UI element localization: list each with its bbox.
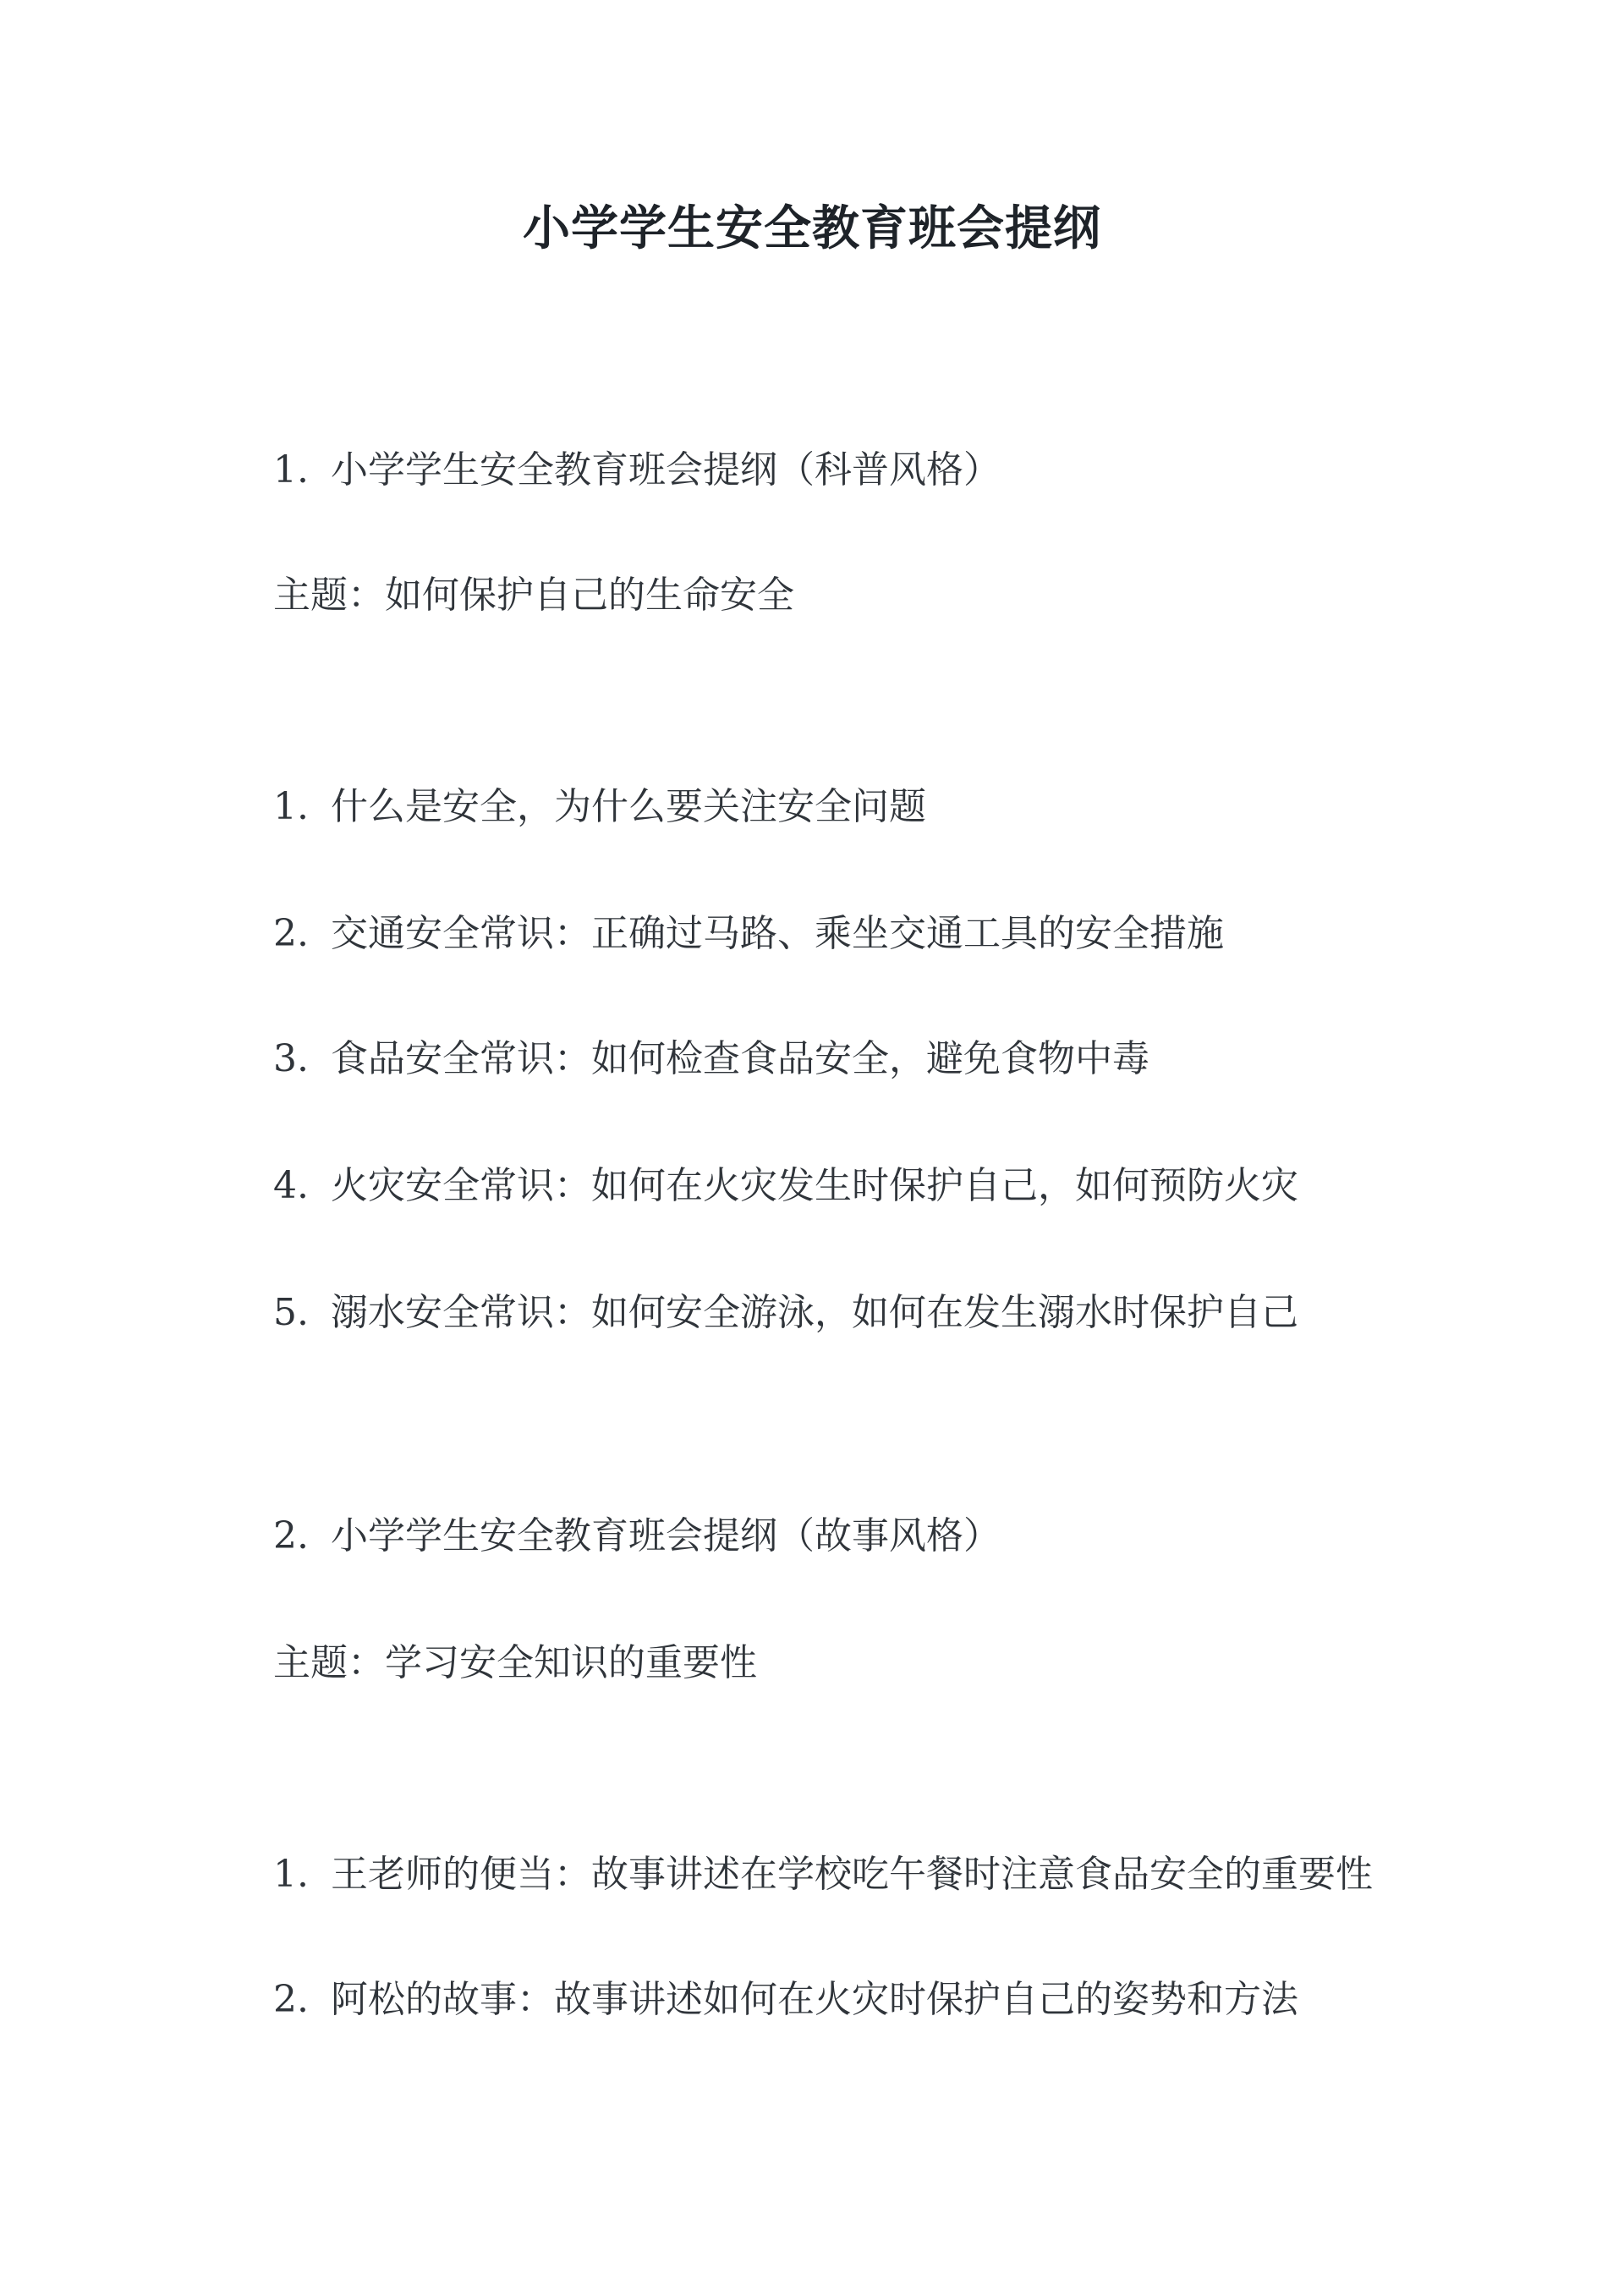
section-1-item-5 (273, 1288, 1457, 1338)
section-1-heading (273, 445, 1457, 496)
list-item-number: 1. (273, 785, 309, 828)
section-1-item-2 (273, 909, 1457, 959)
section-1-heading-text: 小学学生安全教育班会提纲（科普风格） (331, 448, 1001, 492)
list-item-text: 什么是安全，为什么要关注安全问题 (331, 785, 926, 828)
section-1-item-3 (273, 1034, 1457, 1085)
list-item-text: 溺水安全常识：如何安全游泳，如何在发生溺水时保护自己 (331, 1291, 1298, 1334)
list-item-number: 2. (273, 912, 309, 955)
section-2-heading (273, 1511, 1457, 1562)
section-2-heading-number: 2. (273, 1514, 309, 1557)
section-2-heading-text: 小学学生安全教育班会提纲（故事风格） (331, 1514, 1001, 1557)
section-1-item-1 (273, 782, 1457, 832)
document-title: 小学学生安全教育班会提纲 (523, 200, 1101, 256)
list-item-number: 2. (273, 1978, 309, 2021)
section-2-item-2 (273, 1975, 1457, 2025)
section-2-theme: 主题：学习安全知识的重要性 (273, 1641, 757, 1684)
section-1-heading-number: 1. (273, 448, 309, 492)
section-1-item-4 (273, 1161, 1457, 1211)
list-item-number: 3. (273, 1037, 309, 1080)
section-1-theme: 主题：如何保护自己的生命安全 (273, 574, 794, 617)
section-2-item-1 (273, 1849, 1457, 1900)
list-item-text: 火灾安全常识：如何在火灾发生时保护自己，如何预防火灾 (331, 1164, 1298, 1207)
list-item-text: 阿松的故事：故事讲述如何在火灾时保护自己的姿势和方法 (331, 1978, 1298, 2021)
list-item-number: 1. (273, 1853, 309, 1896)
list-item-number: 4. (273, 1164, 309, 1207)
list-item-number: 5. (273, 1291, 309, 1334)
list-item-text: 交通安全常识：正确过马路、乘坐交通工具的安全措施 (331, 912, 1224, 955)
list-item-text: 王老师的便当：故事讲述在学校吃午餐时注意食品安全的重要性 (331, 1853, 1373, 1896)
list-item-text: 食品安全常识：如何检查食品安全，避免食物中毒 (331, 1037, 1149, 1080)
